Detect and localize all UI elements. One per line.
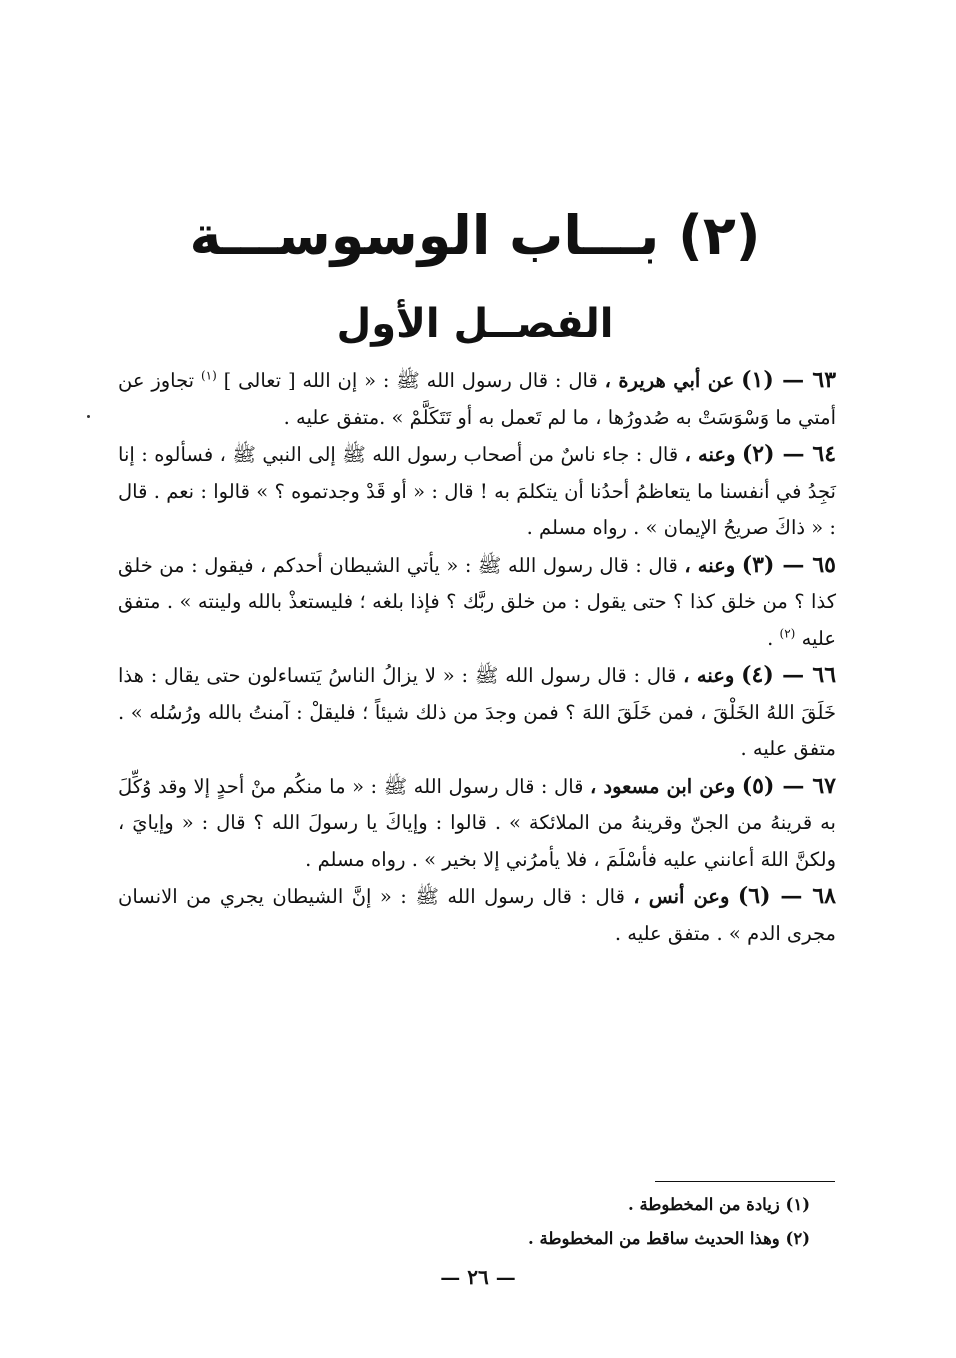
hadith-text-continued: تجاوز عن أمتي ما وَسْوَسَتْ به صُدورُها ، ما لم تَعمل به أو تَتَكَلَّمْ » .متفق عليه . bbox=[118, 369, 836, 429]
hadith-number: ٦٨ — (٦) bbox=[737, 883, 836, 909]
hadith-64 bbox=[118, 436, 836, 547]
hadith-narrator: وعنه ، bbox=[684, 553, 736, 577]
hadith-65 bbox=[118, 547, 836, 658]
hadith-narrator: عن أبي هريرة ، bbox=[604, 369, 735, 392]
footnote-ref: (٢) bbox=[779, 626, 796, 640]
hadith-narrator: وعنه ، bbox=[683, 664, 735, 687]
hadith-67 bbox=[118, 768, 836, 879]
hadith-number: ٦٣ — (١) bbox=[741, 367, 837, 393]
chapter-title: (٢) بـــاب الوسوســـة bbox=[189, 204, 761, 267]
hadith-number: ٦٦ — (٤) bbox=[741, 662, 837, 688]
hadith-narrator: وعن أنس ، bbox=[633, 885, 730, 908]
hadith-number: ٦٧ — (٥) bbox=[741, 772, 836, 799]
footnote-ref: (١) bbox=[200, 368, 217, 383]
hadith-text: قال : قال رسول الله ﷺ : « إنَّ الشيطان يجري من الانسان مجرى الدم » . متفق عليه . bbox=[118, 885, 836, 945]
hadith-text: قال : جاء ناسٌ من أصحاب رسول الله ﷺ إلى النبي ﷺ ، فسألوه : إنا نَجِدُ في أنفسنا ما يتعاظمُ أحدُنا أن يتكلمَ به ! قال : « أو قَدْ وجدتموه ؟ » قالوا : نعم . قال : « ذاكَ صريحُ الإيمان » . رواه مسلم . bbox=[118, 443, 836, 539]
hadith-text: قال : قال رسول الله ﷺ : « يأتي الشيطان أحدكم ، فيقول : من خلق كذا ؟ من خلق كذا ؟ حتى يقول : من خلق ربَّك ؟ فإذا بلغه ؛ فليستعذْ بالله ولينته » . متفق عليه bbox=[118, 553, 836, 650]
hadith-63 bbox=[118, 362, 836, 436]
hadith-text-continued: . bbox=[767, 626, 774, 650]
hadith-number: ٦٤ — (٢) bbox=[741, 441, 837, 467]
section-title: الفصــل الأول bbox=[336, 301, 614, 347]
hadith-66 bbox=[118, 657, 836, 768]
hadith-text: قال : قال رسول الله ﷺ : « لا يزالُ الناسُ يَتساءلون حتى يقال : هذا خَلَقَ اللهُ الخَلْقَ ، فمن خَلَقَ اللهَ ؟ فمن وجدَ من ذلك شيئاً ؛ فليقلْ : آمنتُ بالله ورُسُله » . متفق عليه . bbox=[118, 664, 836, 760]
footnote-1: (١) زيادة من المخطوطة . bbox=[627, 1195, 810, 1214]
hadith-list bbox=[118, 362, 836, 952]
footnote-2: (٢) وهذا الحديث ساقط من المخطوطة . bbox=[528, 1229, 810, 1248]
hadith-narrator: وعنه ، bbox=[684, 443, 736, 466]
hadith-text: قال : قال رسول الله ﷺ : « ما منكُم منْ أحدٍ إلا وقد وُكِّلَ به قرينهُ من الجنّ وقرينهُ من الملائكة » . قالوا : وإياكَ يا رسولَ الله ؟ قال : « وإيايَ ، ولكنَّ اللهَ أعانني عليه فأسْلَمَ ، فلا يأمرُني إلا بخير » . رواه مسلم . bbox=[118, 774, 836, 871]
hadith-narrator: وعن ابن مسعود ، bbox=[589, 774, 736, 798]
hadith-number: ٦٥ — (٣) bbox=[741, 551, 836, 578]
hadith-68 bbox=[118, 878, 836, 952]
footnote-divider bbox=[655, 1181, 835, 1182]
scan-speck bbox=[87, 415, 90, 418]
hadith-text: قال : قال رسول الله ﷺ : « إن الله [ تعالى ] bbox=[223, 369, 598, 392]
page-number: — ٢٦ — bbox=[440, 1265, 516, 1289]
footnotes bbox=[400, 1188, 810, 1256]
